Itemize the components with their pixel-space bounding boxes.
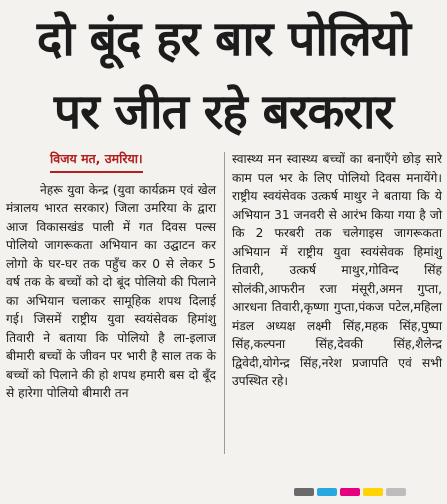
article-right-column bbox=[232, 150, 442, 391]
dateline: विजय मत, उमरिया। bbox=[50, 150, 143, 173]
article-body-left: नेहरू युवा केन्द्र (युवा कार्यक्रम एवं खेल मंत्रालय भारत सरकार) जिला उमरिया के द्वारा आज विकासखंड पाली में गत दिवस पल्स पोलियो जागरूकता अभियान का उद्घाटन कर लोगो के घर-घर तक पहुँच कर 0 से लेकर 5 वर्ष तक के बच्चों को दो बूंद पोलियो की पिलाने का अभियान चलाकर सामूहिक शपथ दिलाई गई। जिसमें राष्ट्रीय युवा स्वयंसेवक हिमांशु तिवारी ने बताया कि पोलियो है ला-इलाज बीमारी बच्चों के जीवन पर भारी है साल तक के बच्चों को पिलाने की हो शपथ हमारी बस दो बूँद से हारेगा पोलियो बीमारी तन bbox=[6, 182, 216, 400]
article-left-column bbox=[6, 150, 216, 403]
registration-swatch-gray bbox=[294, 488, 314, 496]
registration-swatch-light-gray bbox=[386, 488, 406, 496]
headline-line-2: पर जीत रहे बरकरार bbox=[53, 84, 394, 140]
registration-swatch-cyan bbox=[317, 488, 337, 496]
column-divider bbox=[224, 152, 225, 454]
registration-swatch-magenta bbox=[340, 488, 360, 496]
article-body-right: स्वास्थ्य मन स्वास्थ्य बच्चों का बनाएँगे छोड़ सारे काम पल भर के लिए पोलियो दिवस मनायेंगे। राष्ट्रीय स्वयंसेवक उत्कर्ष माथुर ने बताया कि ये अभियान 31 जनवरी से आरंभ किया गया है जो कि 2 फरबरी तक चलेगाइस जागरूकता अभियान में राष्ट्रीय युवा स्वयंसेवक हिमांशु तिवारी, उत्कर्ष माथुर,गोविन्द सिंह सोलंकी,आफरीन रजा मंसूरी,अमन गुप्ता, आरधना तिवारी,कृष्णा गुप्ता,पंकज पटेल,महिला मंडल अध्यक्ष लक्ष्मी सिंह,महक सिंह,पुष्पा सिंह,कल्पना सिंह,देवकी सिंह,शैलेन्द्र द्विवेदी,योगेन्द्र सिंह,नरेश प्रजापति एवं सभी उपस्थित रहे। bbox=[232, 152, 442, 388]
print-registration-bar bbox=[294, 488, 409, 496]
headline-line-1: दो बूंद हर बार पोलियो bbox=[36, 11, 411, 67]
registration-swatch-yellow bbox=[363, 488, 383, 496]
